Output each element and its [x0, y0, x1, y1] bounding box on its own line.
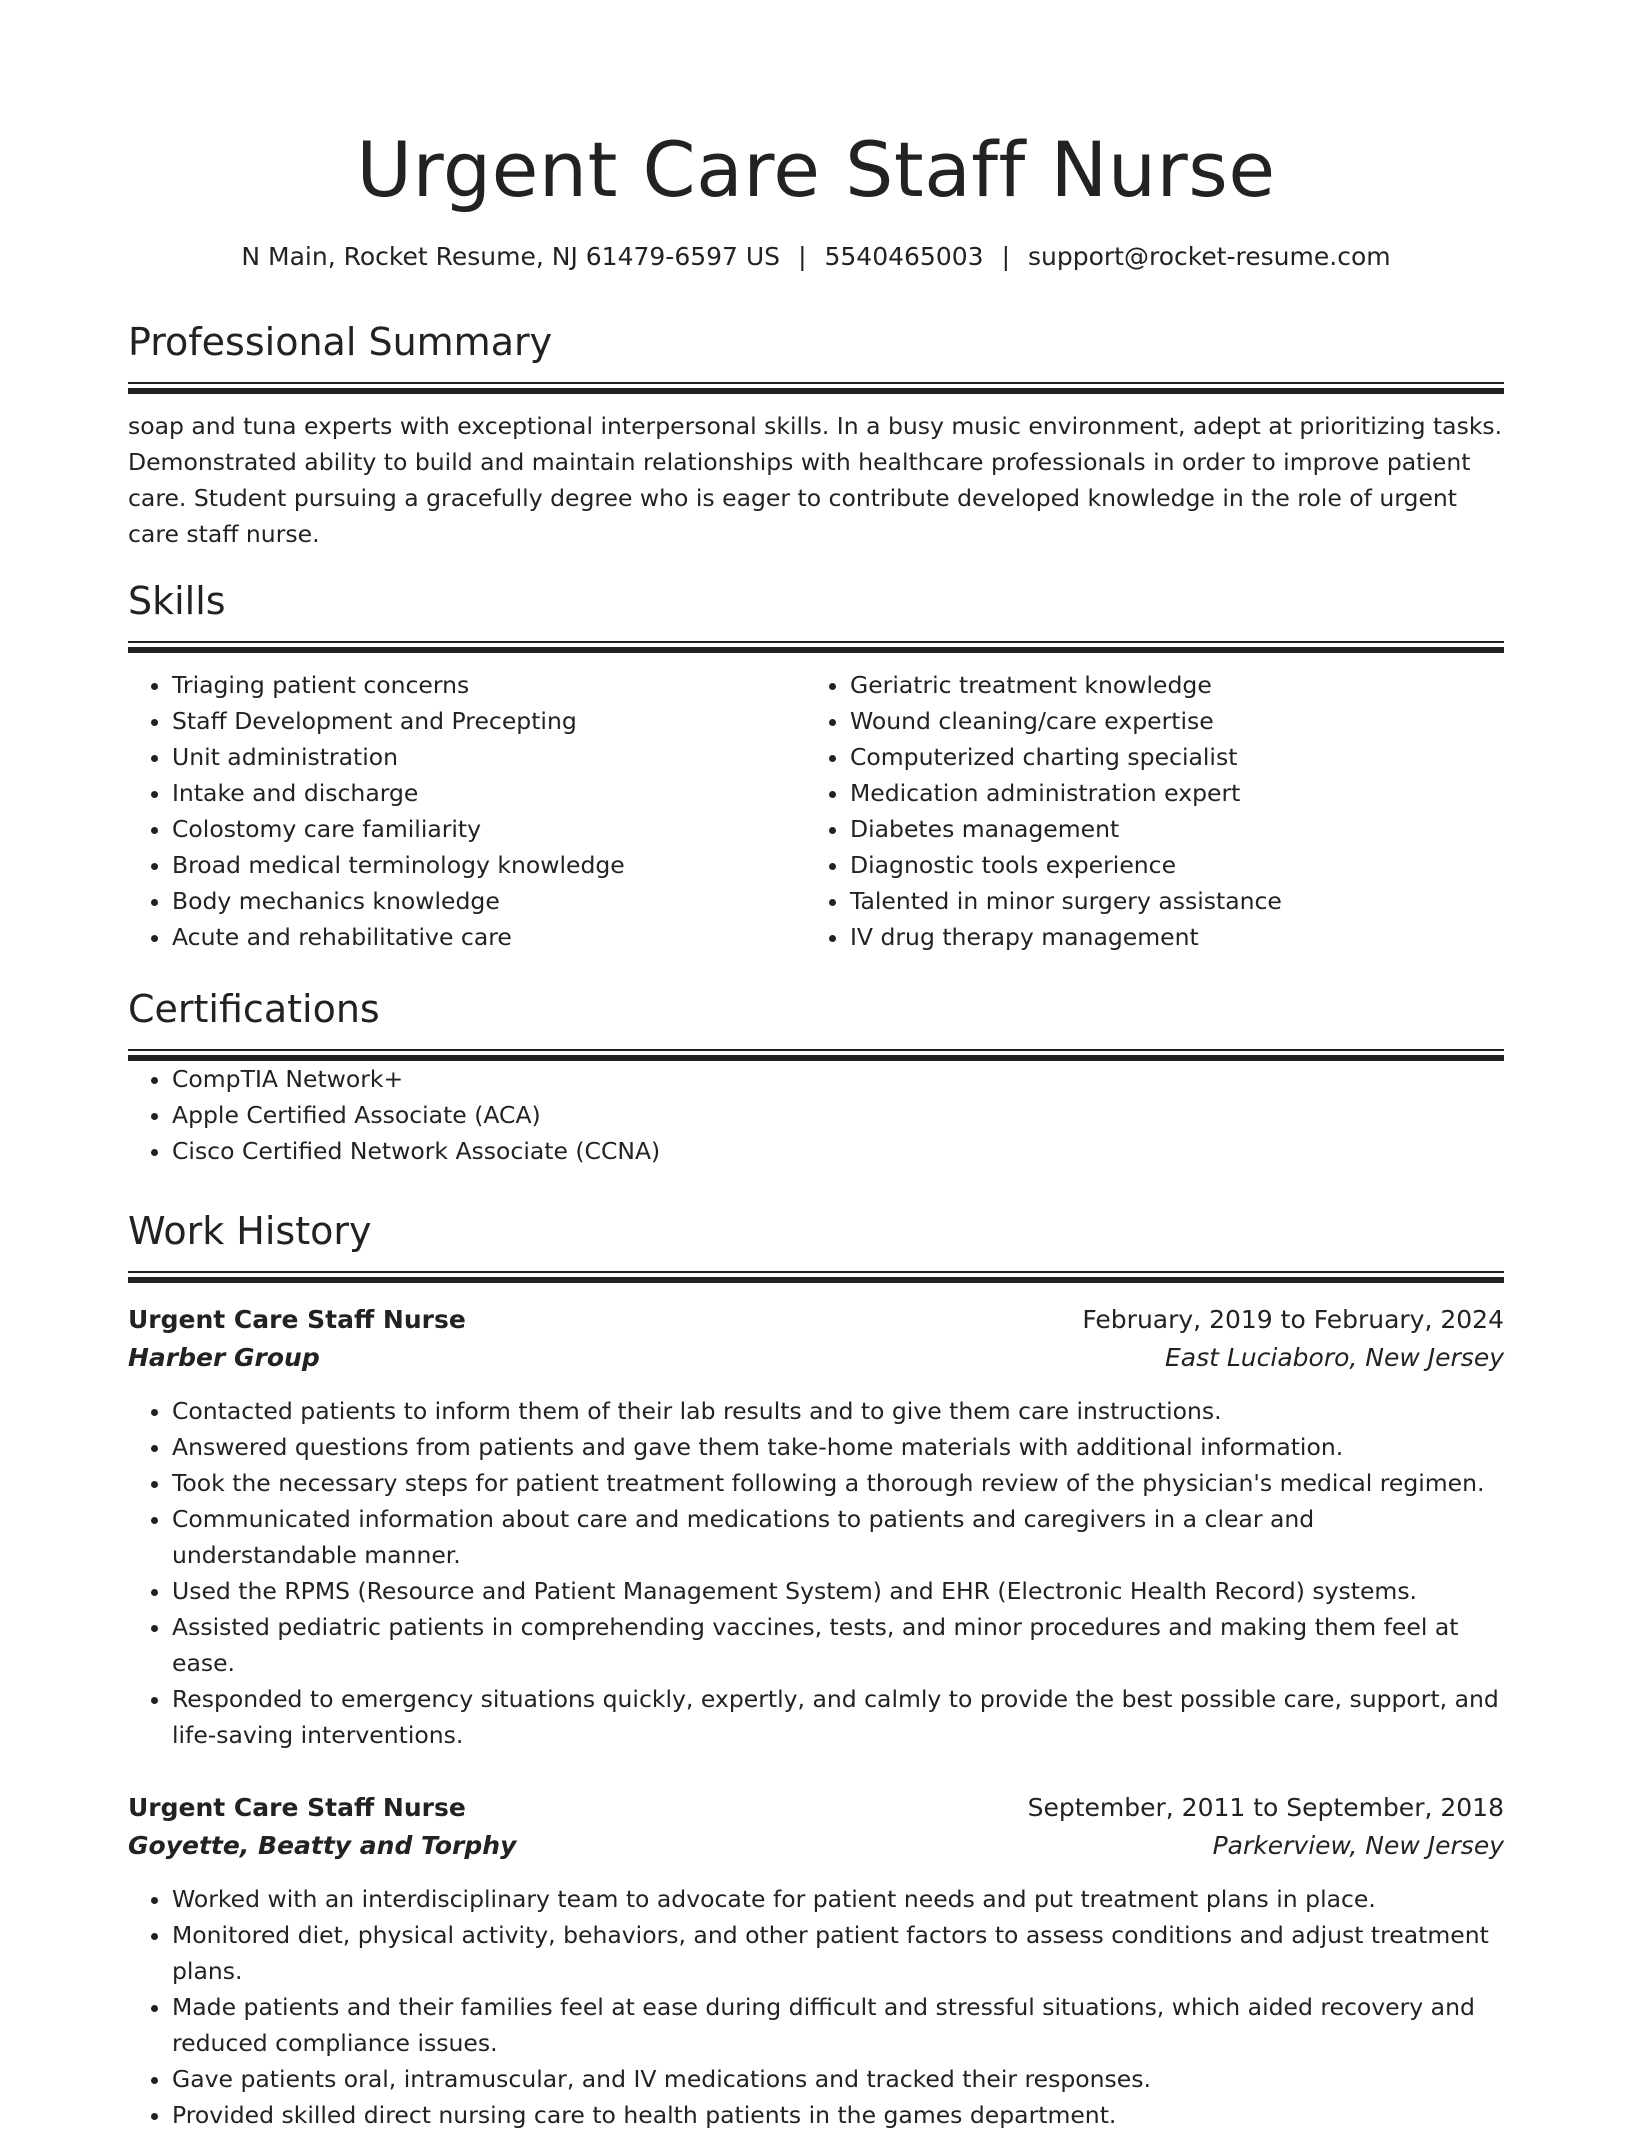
job-bullet: • Made patients and their families feel at ease during difficult and stressful situations, which aided recovery and reduced compliance issues. — [172, 1989, 1504, 2061]
contact-separator: | — [1001, 242, 1010, 271]
job-dates: February, 2019 to February, 2024 — [1082, 1305, 1504, 1334]
skill-item: • Diagnostic tools experience — [850, 847, 1484, 883]
contact-line — [128, 239, 1504, 275]
section-divider — [128, 1271, 1504, 1283]
skill-item: • Diabetes management — [850, 811, 1484, 847]
section-divider — [128, 641, 1504, 653]
job-bullet: • Responded to emergency situations quickly, expertly, and calmly to provide the best possible care, support, and life-saving interventions. — [172, 1681, 1504, 1753]
certification-item: • Apple Certified Associate (ACA) — [172, 1097, 1504, 1133]
job-title: Urgent Care Staff Nurse — [128, 1793, 466, 1822]
certification-item: • Cisco Certified Network Associate (CCNA) — [172, 1133, 1504, 1169]
skill-item: • Wound cleaning/care expertise — [850, 703, 1484, 739]
skill-item: • Computerized charting specialist — [850, 739, 1484, 775]
skill-item: • Broad medical terminology knowledge — [172, 847, 806, 883]
job-subheader — [128, 1827, 1504, 1865]
certifications-list — [128, 1061, 1504, 1169]
resume-title: Urgent Care Staff Nurse — [356, 125, 1276, 214]
skill-item: • Triaging patient concerns — [172, 667, 806, 703]
summary-text: soap and tuna experts with exceptional interpersonal skills. In a busy music environment, adept at prioritizing tasks. Demonstrated ability to build and maintain relationships with healthcare professionals in order to improve patient care. Student pursuing a gracefully degree who is eager to contribute developed knowledge in the role of urgent care staff nurse. — [128, 412, 1503, 548]
job-header — [128, 1789, 1504, 1827]
summary-section — [128, 318, 1504, 552]
job-company: Goyette, Beatty and Torphy — [128, 1831, 517, 1860]
contact-address: N Main, Rocket Resume, NJ 61479-6597 US — [241, 242, 781, 271]
skill-item: • Acute and rehabilitative care — [172, 919, 806, 955]
job-location: East Luciaboro, New Jersey — [1164, 1343, 1504, 1372]
job-bullet: • Gave patients oral, intramuscular, and IV medications and tracked their responses. — [172, 2061, 1504, 2097]
contact-email: support@rocket-resume.com — [1028, 242, 1391, 271]
job-bullets — [128, 1881, 1504, 2133]
contact-phone: 5540465003 — [824, 242, 984, 271]
skills-heading: Skills — [128, 579, 226, 623]
job-bullet: • Took the necessary steps for patient treatment following a thorough review of the physician's medical regimen. — [172, 1465, 1504, 1501]
job-dates: September, 2011 to September, 2018 — [1027, 1793, 1504, 1822]
job-bullet: • Monitored diet, physical activity, behaviors, and other patient factors to assess conditions and adjust treatment plans. — [172, 1917, 1504, 1989]
job-header — [128, 1301, 1504, 1339]
skill-item: • Medication administration expert — [850, 775, 1484, 811]
job-location: Parkerview, New Jersey — [1212, 1831, 1504, 1860]
skills-list-left — [128, 667, 806, 955]
section-divider — [128, 1049, 1504, 1061]
skills-list-right — [806, 667, 1484, 955]
job-bullet: • Contacted patients to inform them of their lab results and to give them care instructions. — [172, 1393, 1504, 1429]
skill-item: • Talented in minor surgery assistance — [850, 883, 1484, 919]
job-entry — [128, 1789, 1504, 2133]
skill-item: • Colostomy care familiarity — [172, 811, 806, 847]
skills-section — [128, 577, 1504, 955]
work-history-heading: Work History — [128, 1209, 372, 1253]
job-bullet: • Worked with an interdisciplinary team to advocate for patient needs and put treatment plans in place. — [172, 1881, 1504, 1917]
skill-item: • Geriatric treatment knowledge — [850, 667, 1484, 703]
job-company: Harber Group — [128, 1343, 320, 1372]
skill-item: • Body mechanics knowledge — [172, 883, 806, 919]
job-bullet: • Used the RPMS (Resource and Patient Management System) and EHR (Electronic Health Record) systems. — [172, 1573, 1504, 1609]
job-bullet: • Answered questions from patients and gave them take-home materials with additional information. — [172, 1429, 1504, 1465]
work-history-section — [128, 1207, 1504, 2133]
certification-item: • CompTIA Network+ — [172, 1061, 1504, 1097]
section-divider — [128, 382, 1504, 394]
job-bullet: • Assisted pediatric patients in comprehending vaccines, tests, and minor procedures and making them feel at ease. — [172, 1609, 1504, 1681]
skill-item: • Staff Development and Precepting — [172, 703, 806, 739]
contact-separator: | — [798, 242, 807, 271]
job-subheader — [128, 1339, 1504, 1377]
job-entry — [128, 1301, 1504, 1753]
certifications-section — [128, 985, 1504, 1169]
job-bullet: • Provided skilled direct nursing care to health patients in the games department. — [172, 2097, 1504, 2133]
job-bullet: • Communicated information about care and medications to patients and caregivers in a clear and understandable manner. — [172, 1501, 1504, 1573]
skills-columns — [128, 667, 1504, 955]
skill-item: • IV drug therapy management — [850, 919, 1484, 955]
certifications-heading: Certifications — [128, 987, 380, 1031]
skill-item: • Unit administration — [172, 739, 806, 775]
summary-heading: Professional Summary — [128, 320, 553, 364]
job-title: Urgent Care Staff Nurse — [128, 1305, 466, 1334]
skill-item: • Intake and discharge — [172, 775, 806, 811]
job-bullets — [128, 1393, 1504, 1753]
